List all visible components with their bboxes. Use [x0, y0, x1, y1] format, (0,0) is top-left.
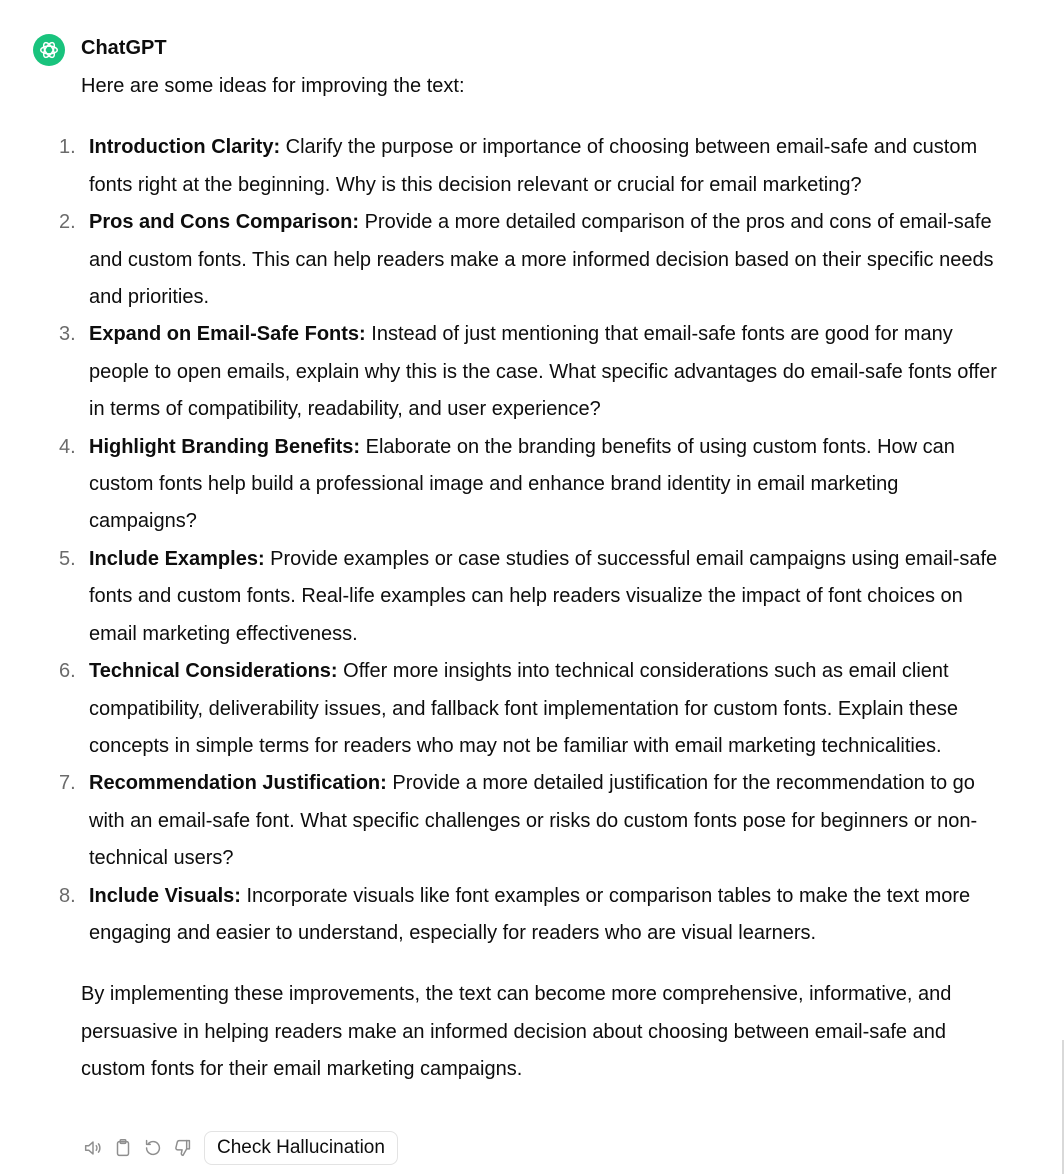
list-item-number: 1.	[59, 136, 76, 159]
message-author: ChatGPT	[81, 37, 167, 59]
message-intro: Here are some ideas for improving the text:	[81, 75, 465, 97]
list-item	[59, 765, 1011, 877]
list-item-number: 2.	[59, 211, 76, 234]
list-item-heading: Include Visuals:	[89, 884, 241, 907]
list-item-number: 5.	[59, 547, 76, 570]
list-item-text: Instead of just mentioning that email-safe fonts are good for many people to open emails, explain why this is the case. What specific advantages do email-safe fonts offer in terms of compatibility, readability, and user experience?	[89, 323, 997, 421]
list-item-heading: Introduction Clarity:	[89, 136, 281, 159]
list-item	[59, 541, 1011, 653]
list-item-number: 3.	[59, 323, 76, 346]
list-item	[59, 129, 1011, 204]
list-item	[59, 653, 1011, 765]
check-hallucination-button[interactable]: Check Hallucination	[204, 1131, 398, 1165]
list-item-number: 7.	[59, 772, 76, 795]
list-item-number: 6.	[59, 660, 76, 683]
list-item	[59, 204, 1011, 316]
copy-icon[interactable]	[110, 1135, 136, 1161]
ideas-list	[59, 129, 1011, 952]
list-item	[59, 878, 1011, 953]
openai-logo-icon	[38, 39, 60, 61]
speaker-icon[interactable]	[80, 1135, 106, 1161]
message-conclusion: By implementing these improvements, the text can become more comprehensive, informative, and persuasive in helping readers make an informed decision about choosing between email-safe and custom fonts for their email marketing campaigns.	[81, 983, 952, 1081]
regenerate-icon[interactable]	[140, 1135, 166, 1161]
list-item-text: Provide a more detailed justification for the recommendation to go with an email-safe font. What specific challenges or risks do custom fonts pose for beginners or non-technical users?	[89, 772, 978, 870]
chatgpt-avatar	[33, 34, 65, 66]
list-item-heading: Recommendation Justification:	[89, 772, 387, 795]
list-item	[59, 429, 1011, 541]
list-item-number: 8.	[59, 884, 76, 907]
list-item-text: Provide a more detailed comparison of the pros and cons of email-safe and custom fonts. This can help readers make a more informed decision based on their specific needs and priorities.	[89, 211, 994, 309]
thumbs-down-icon[interactable]	[170, 1135, 196, 1161]
list-item-text: Clarify the purpose or importance of choosing between email-safe and custom fonts right at the beginning. Why is this decision relevant or crucial for email marketing?	[89, 136, 978, 196]
list-item-text: Incorporate visuals like font examples or comparison tables to make the text more engaging and easier to understand, especially for readers who are visual learners.	[89, 884, 971, 944]
list-item-heading: Expand on Email-Safe Fonts:	[89, 323, 366, 346]
list-item	[59, 316, 1011, 428]
list-item-heading: Pros and Cons Comparison:	[89, 211, 360, 234]
list-item-text: Offer more insights into technical considerations such as email client compatibility, deliverability issues, and fallback font implementation for custom fonts. Explain these concepts in simple terms for readers who may not be familiar with email marketing technicalities.	[89, 660, 958, 757]
list-item-heading: Technical Considerations:	[89, 660, 338, 683]
message-content	[59, 68, 1011, 1089]
list-item-heading: Highlight Branding Benefits:	[89, 435, 361, 458]
message-actions	[80, 1130, 398, 1166]
list-item-text: Provide examples or case studies of successful email campaigns using email-safe fonts and custom fonts. Real-life examples can help readers visualize the impact of font choices on email marketing effectiveness.	[89, 547, 998, 645]
list-item-heading: Include Examples:	[89, 547, 265, 570]
list-item-text: Elaborate on the branding benefits of using custom fonts. How can custom fonts help build a professional image and enhance brand identity in email marketing campaigns?	[89, 435, 955, 533]
list-item-number: 4.	[59, 435, 76, 458]
